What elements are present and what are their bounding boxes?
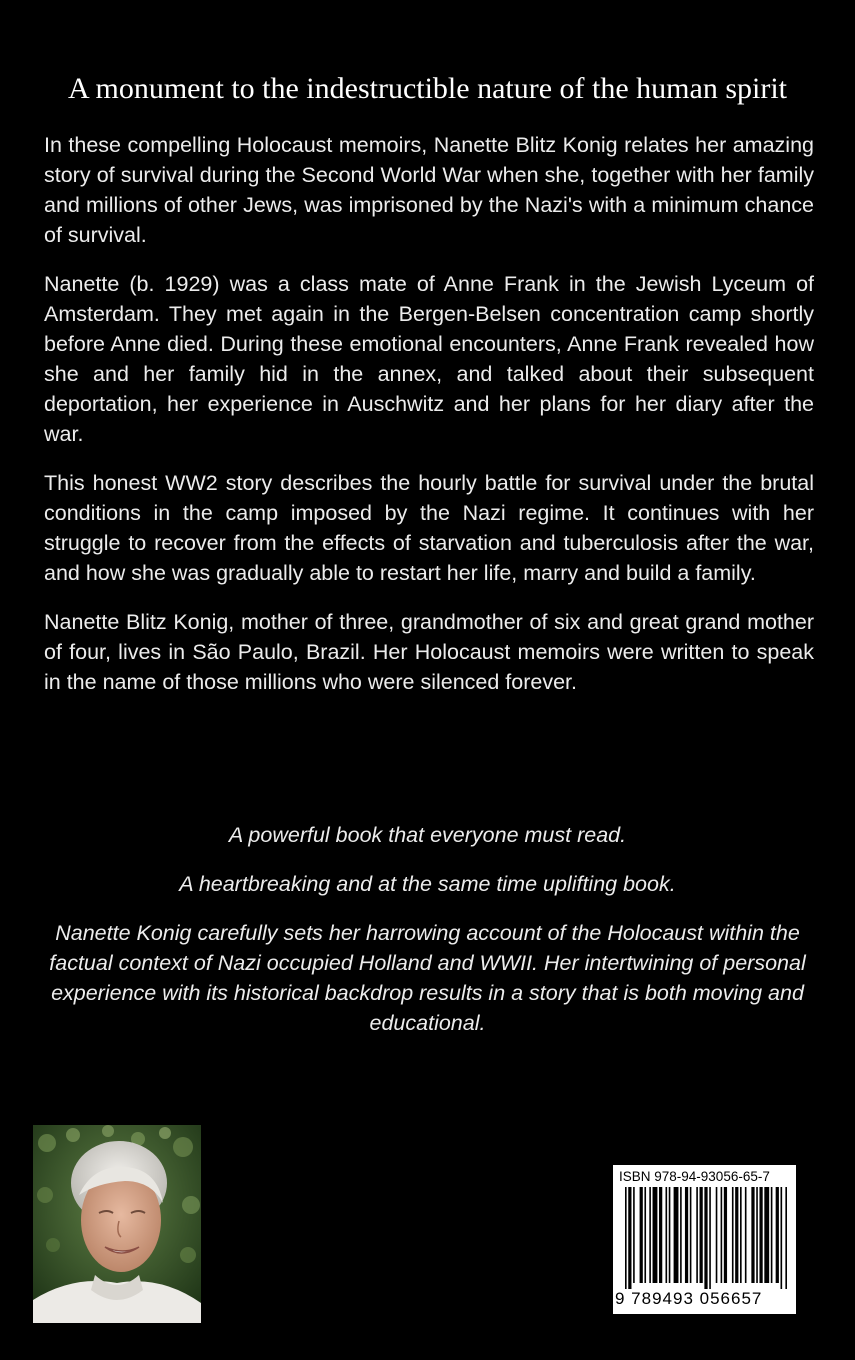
description (44, 130, 814, 716)
barcode-bar (740, 1187, 742, 1283)
barcode-bar (625, 1187, 627, 1289)
barcode-bar (709, 1187, 711, 1289)
barcode-bar (659, 1187, 662, 1283)
barcode-bar (690, 1187, 692, 1283)
barcode-bar (724, 1187, 727, 1283)
barcode-bar (735, 1187, 738, 1283)
barcode-bar (745, 1187, 747, 1283)
barcode-bar (700, 1187, 703, 1283)
review-quote-3: Nanette Konig carefully sets her harrowing account of the Holocaust within the factual context of Nazi occupied Holland and WWII. Her intertwining of personal experience with its historical backdrop results in a story that is both moving and educational. (49, 921, 806, 1035)
barcode-bar (771, 1187, 773, 1283)
barcode-bar (751, 1187, 754, 1283)
barcode-bar (732, 1187, 734, 1283)
author-portrait-icon (33, 1125, 201, 1323)
barcode-bar (628, 1187, 631, 1289)
barcode-bar (696, 1187, 698, 1283)
review-quotes (40, 820, 815, 1057)
barcode-bar (704, 1187, 707, 1289)
description-paragraph-3: This honest WW2 story describes the hourly battle for survival under the brutal conditions in the camp imposed by the Nazi regime. It continues with her struggle to recover from the effects of starvation and tuberculosis after the war, and how she was gradually able to restart her life, marry and build a family. (44, 471, 814, 585)
barcode-bar (640, 1187, 643, 1283)
isbn-barcode (613, 1165, 796, 1314)
barcode-bar (759, 1187, 762, 1283)
barcode-bar (721, 1187, 723, 1283)
barcode-bar (653, 1187, 658, 1283)
barcode-bar (674, 1187, 679, 1283)
barcode-bar (669, 1187, 671, 1283)
isbn-label: ISBN 978-94-93056-65-7 (619, 1169, 770, 1184)
barcode-bar (649, 1187, 651, 1283)
barcode-bar (776, 1187, 779, 1283)
barcode-bar (680, 1187, 682, 1283)
headline: A monument to the indestructible nature of the human spirit (67, 72, 788, 105)
description-paragraph-2: Nanette (b. 1929) was a class mate of Anne Frank in the Jewish Lyceum of Amsterdam. They met again in the Bergen-Belsen concentration camp shortly before Anne died. During these emotional encounters, Anne Frank revealed how she and her family hid in the annex, and talked about their subsequent deportation, her experience in Auschwitz and her plans for her diary after the war. (44, 272, 814, 446)
review-quote-2: A heartbreaking and at the same time uplifting book. (179, 872, 676, 896)
description-paragraph-4: Nanette Blitz Konig, mother of three, grandmother of six and great grand mother of four, lives in São Paulo, Brazil. Her Holocaust memoirs were written to speak in the name of those millions who were silenced forever. (44, 610, 814, 694)
barcode-bar (785, 1187, 787, 1289)
barcode-bar (633, 1187, 635, 1283)
barcode-bar (644, 1187, 646, 1283)
barcode-bar (666, 1187, 668, 1283)
barcode-icon (625, 1187, 787, 1289)
barcode-bar (756, 1187, 758, 1283)
barcode-bar (716, 1187, 718, 1283)
review-quote-1: A powerful book that everyone must read. (228, 823, 627, 847)
description-paragraph-1: In these compelling Holocaust memoirs, Nanette Blitz Konig relates her amazing story of survival during the Second World War when she, together with her family and millions of other Jews, was imprisoned by the Nazi's with a minimum chance of survival. (44, 133, 814, 247)
barcode-bar (764, 1187, 769, 1283)
barcode-bar (685, 1187, 688, 1283)
barcode-bar (781, 1187, 783, 1289)
barcode-digits: 9 789493 056657 (615, 1289, 763, 1308)
